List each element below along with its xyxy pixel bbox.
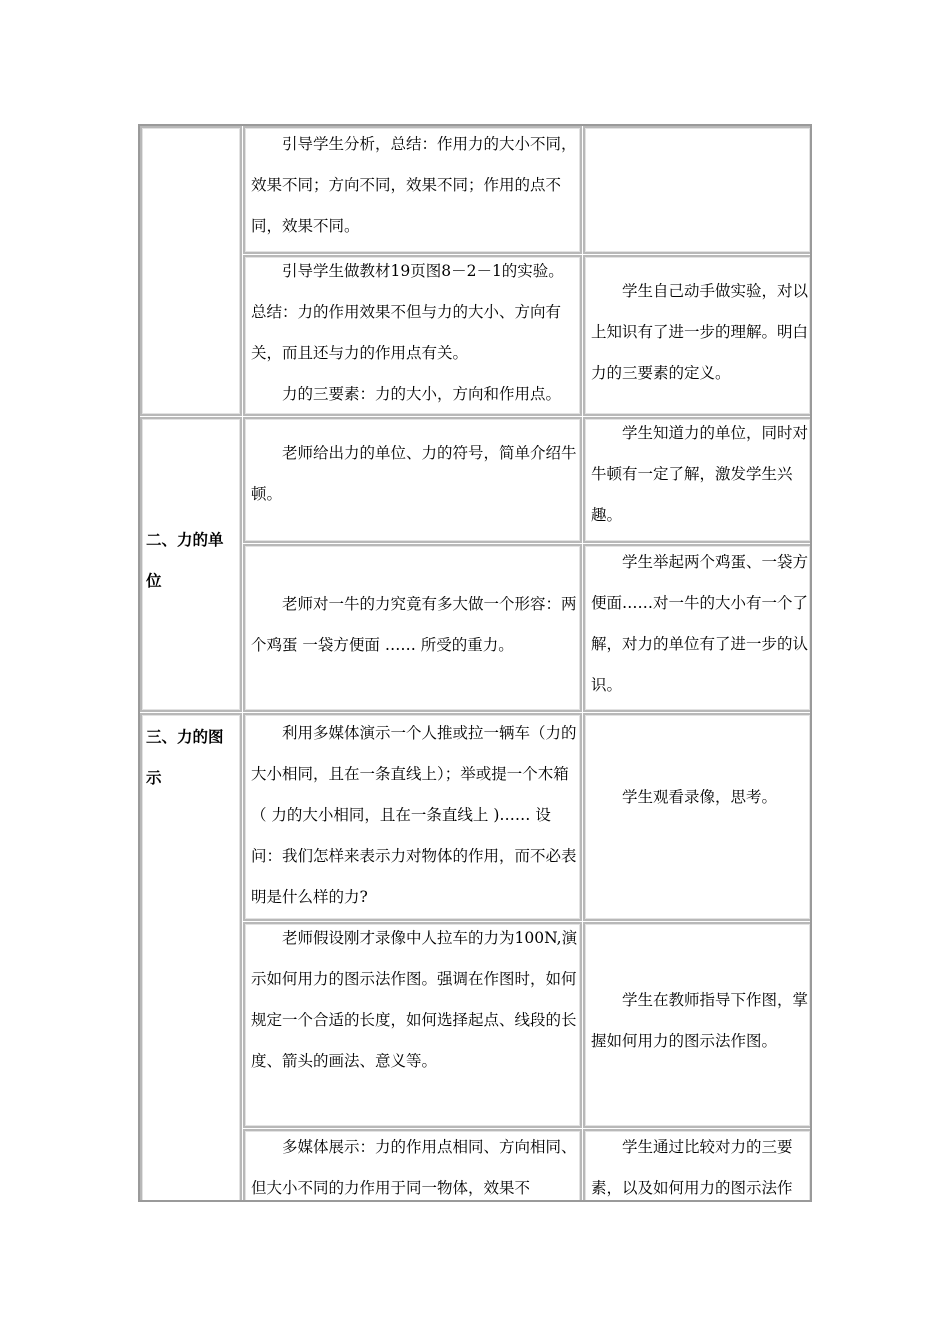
student-cell-7 <box>583 1129 812 1202</box>
student-cell-4 <box>583 544 812 712</box>
student-cell-6 <box>583 922 812 1128</box>
section-title-force-diagram: 三、力的图示 <box>146 728 224 787</box>
teacher-cell-3 <box>243 417 582 543</box>
student-text-6: 学生在教师指导下作图，掌握如何用力的图示法作图。 <box>591 991 809 1050</box>
student-cell-1 <box>583 126 812 254</box>
teacher-cell-1 <box>243 126 582 254</box>
student-cell-5 <box>583 713 812 921</box>
student-cell-3 <box>583 417 812 543</box>
teacher-text-7: 多媒体展示：力的作用点相同、方向相同、但大小不同的力作用于同一物体，效果不 <box>251 1138 577 1197</box>
teacher-cell-7 <box>243 1129 582 1202</box>
section-cell-force-unit <box>140 417 242 712</box>
teacher-cell-6 <box>243 922 582 1128</box>
student-text-2: 学生自己动手做实验，对以上知识有了进一步的理解。明白力的三要素的定义。 <box>591 282 809 382</box>
teacher-text-5: 利用多媒体演示一个人推或拉一辆车（力的大小相同，且在一条直线上）；举或提一个木箱（ 力的大小相同，且在一条直线上 )…… 设问：我们怎样来表示力对物体的作用，而不必表明是什么样的力? <box>251 724 577 906</box>
section-title-force-unit: 二、力的单位 <box>146 531 224 590</box>
teacher-text-1: 引导学生分析，总结：作用力的大小不同，效果不同；方向不同，效果不同；作用的点不同，效果不同。 <box>251 135 577 235</box>
student-cell-2 <box>583 255 812 416</box>
teacher-text-3: 老师给出力的单位、力的符号，简单介绍牛顿。 <box>251 444 577 503</box>
lesson-table <box>138 124 812 1202</box>
student-text-5: 学生观看录像，思考。 <box>622 788 778 806</box>
teacher-text-4: 老师对一牛的力究竟有多大做一个形容：两个鸡蛋 一袋方便面 …… 所受的重力。 <box>251 595 577 654</box>
teacher-text-2b: 力的三要素：力的大小，方向和作用点。 <box>282 385 562 403</box>
teacher-cell-5 <box>243 713 582 921</box>
student-text-3: 学生知道力的单位，同时对牛顿有一定了解，激发学生兴趣。 <box>591 424 809 524</box>
student-text-4: 学生举起两个鸡蛋、一袋方便面……对一牛的大小有一个了解，对力的单位有了进一步的认识。 <box>591 553 809 694</box>
section-cell-force-diagram <box>140 713 242 1202</box>
teacher-text-6: 老师假设刚才录像中人拉车的力为100N,演示如何用力的图示法作图。强调在作图时，如何规定一个合适的长度，如何选择起点、线段的长度、箭头的画法、意义等。 <box>251 929 578 1070</box>
section-cell-empty <box>140 126 242 416</box>
teacher-cell-2 <box>243 255 582 416</box>
teacher-cell-4 <box>243 544 582 712</box>
teacher-text-2a: 引导学生做教材19页图8－2－1的实验。总结：力的作用效果不但与力的大小、方向有关，而且还与力的作用点有关。 <box>251 262 564 362</box>
student-text-7: 学生通过比较对力的三要素，以及如何用力的图示法作 <box>591 1138 793 1197</box>
